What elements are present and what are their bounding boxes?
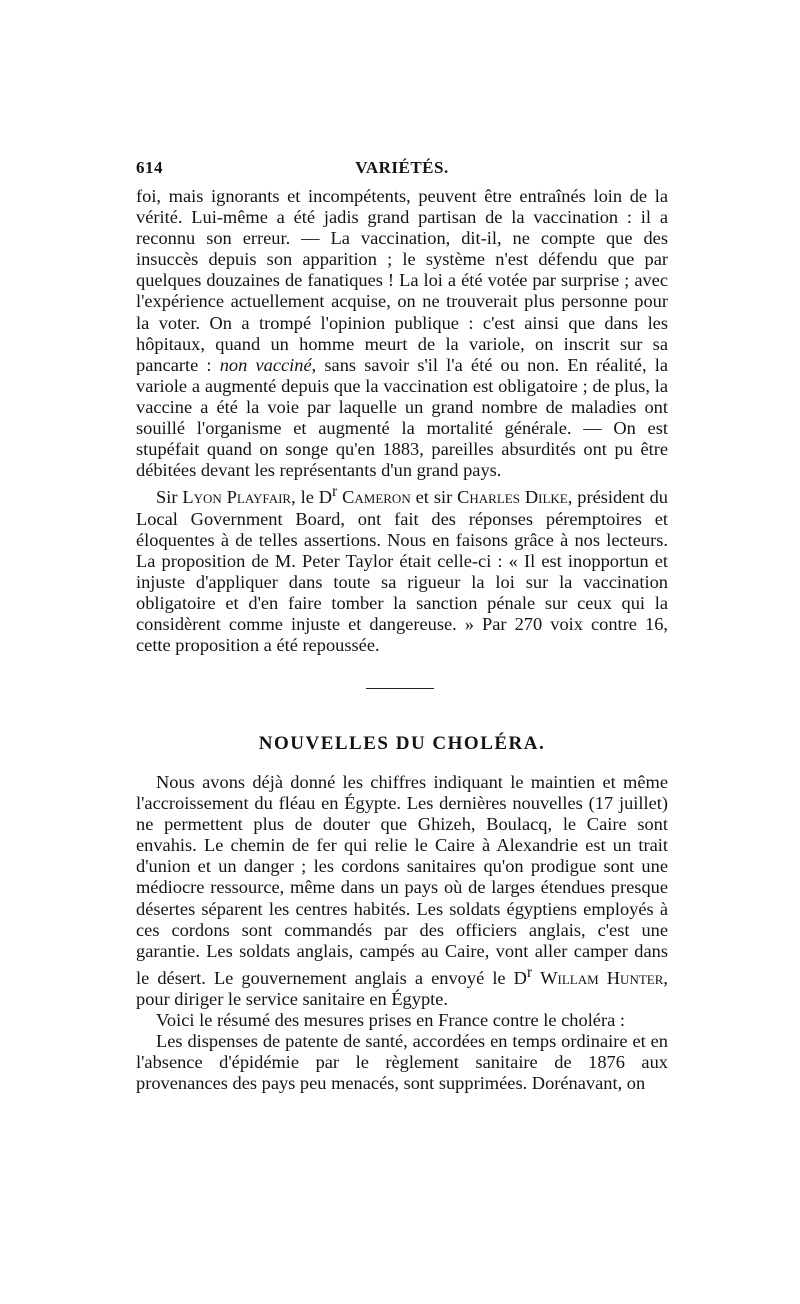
person-name: Lyon Playfair <box>182 487 292 508</box>
page-number: 614 <box>136 158 163 177</box>
paragraph-measures-intro: Voici le résumé des mesures prises en France contre le choléra : <box>156 1010 625 1031</box>
section-heading: NOUVELLES DU CHOLÉRA. <box>258 733 546 754</box>
person-name: Charles Dilke <box>457 487 568 508</box>
person-name: Willam Hunter <box>540 967 664 988</box>
running-title: VARIÉTÉS. <box>355 158 449 177</box>
running-head <box>136 158 668 182</box>
emphasis-non-vaccine: non vacciné <box>219 354 312 375</box>
paragraph-continuation: foi, mais ignorants et incompétents, peuvent être entraînés loin de la vérité. Lui-même a été jadis grand partisan de la vaccination : il a reconnu son erreur. — La vaccination, dit-il, ne compte que des insuccès depuis son apparition ; le système n'est défendu que par quelques douzaines de fanatiques ! La loi a été votée par surprise ; avec l'expérience actuellement acquise, on ne trouverait plus personne pour la voter. On a trompé l'opinion publique : c'est ainsi que dans les hôpitaux, quand un homme meurt de la variole, on inscrit sur sa pancarte : non vacciné, sans savoir s'il l'a été ou non. En réalité, la variole a augmenté depuis que la vaccination est obligatoire ; de plus, la vaccine a été la voie par laquelle un grand nombre de maladies ont souillé l'organisme et augmenté la mortalité générale. — On est stupéfait quand on songe qu'en 1883, pareilles absurdités ont pu être débitées devant les représentants d'un grand pays. <box>136 186 668 481</box>
text-block-cholera <box>136 772 668 1095</box>
paragraph-sir-lyon-playfair: Sir Lyon Playfair, le $D^r$ Cameron et sir Charles Dilke, président du Local Government Board, ont fait des réponses péremptoires et éloquentes à de telles assertions. Nous en faisons grâce à nos lecteurs. La proposition de M. Peter Taylor était celle-ci : « Il est inopportun et injuste d'appliquer dans toute sa rigueur la loi sur la vaccination obligatoire et d'en faire tomber la sanction pénale sur ceux qui la considèrent comme injuste et dangereuse. » Par 270 voix contre 16, cette proposition a été repoussée. <box>136 483 668 656</box>
paragraph-cholera-news: Nous avons déjà donné les chiffres indiquant le maintien et même l'accroissement du fléau en Égypte. Les dernières nouvelles (17 juillet) ne permettent plus de douter que Ghizeh, Boulacq, le Caire sont envahis. Le chemin de fer qui relie le Caire à Alexandrie est un trait d'union et un danger ; les cordons sanitaires qu'on prodigue sont une médiocre ressource, même dans un pays où de larges étendues presque désertes séparent les centres habités. Les soldats égyptiens employés à ces cordons sont commandés par des officiers anglais, c'est une garantie. Les soldats anglais, campés au Caire, vont aller camper dans le désert. Le gouvernement anglais a envoyé le $D^r$ Willam Hunter, pour diriger le service sanitaire en Égypte. <box>136 772 668 1010</box>
person-name: Cameron <box>342 487 411 508</box>
section-separator <box>366 688 434 689</box>
paragraph-dispenses: Les dispenses de patente de santé, accordées en temps ordinaire et en l'absence d'épidémie par le règlement sanitaire de 1876 aux provenances des pays peu menacés, sont supprimées. Dorénavant, on <box>136 1031 668 1094</box>
text-block-vaccination <box>136 186 668 656</box>
